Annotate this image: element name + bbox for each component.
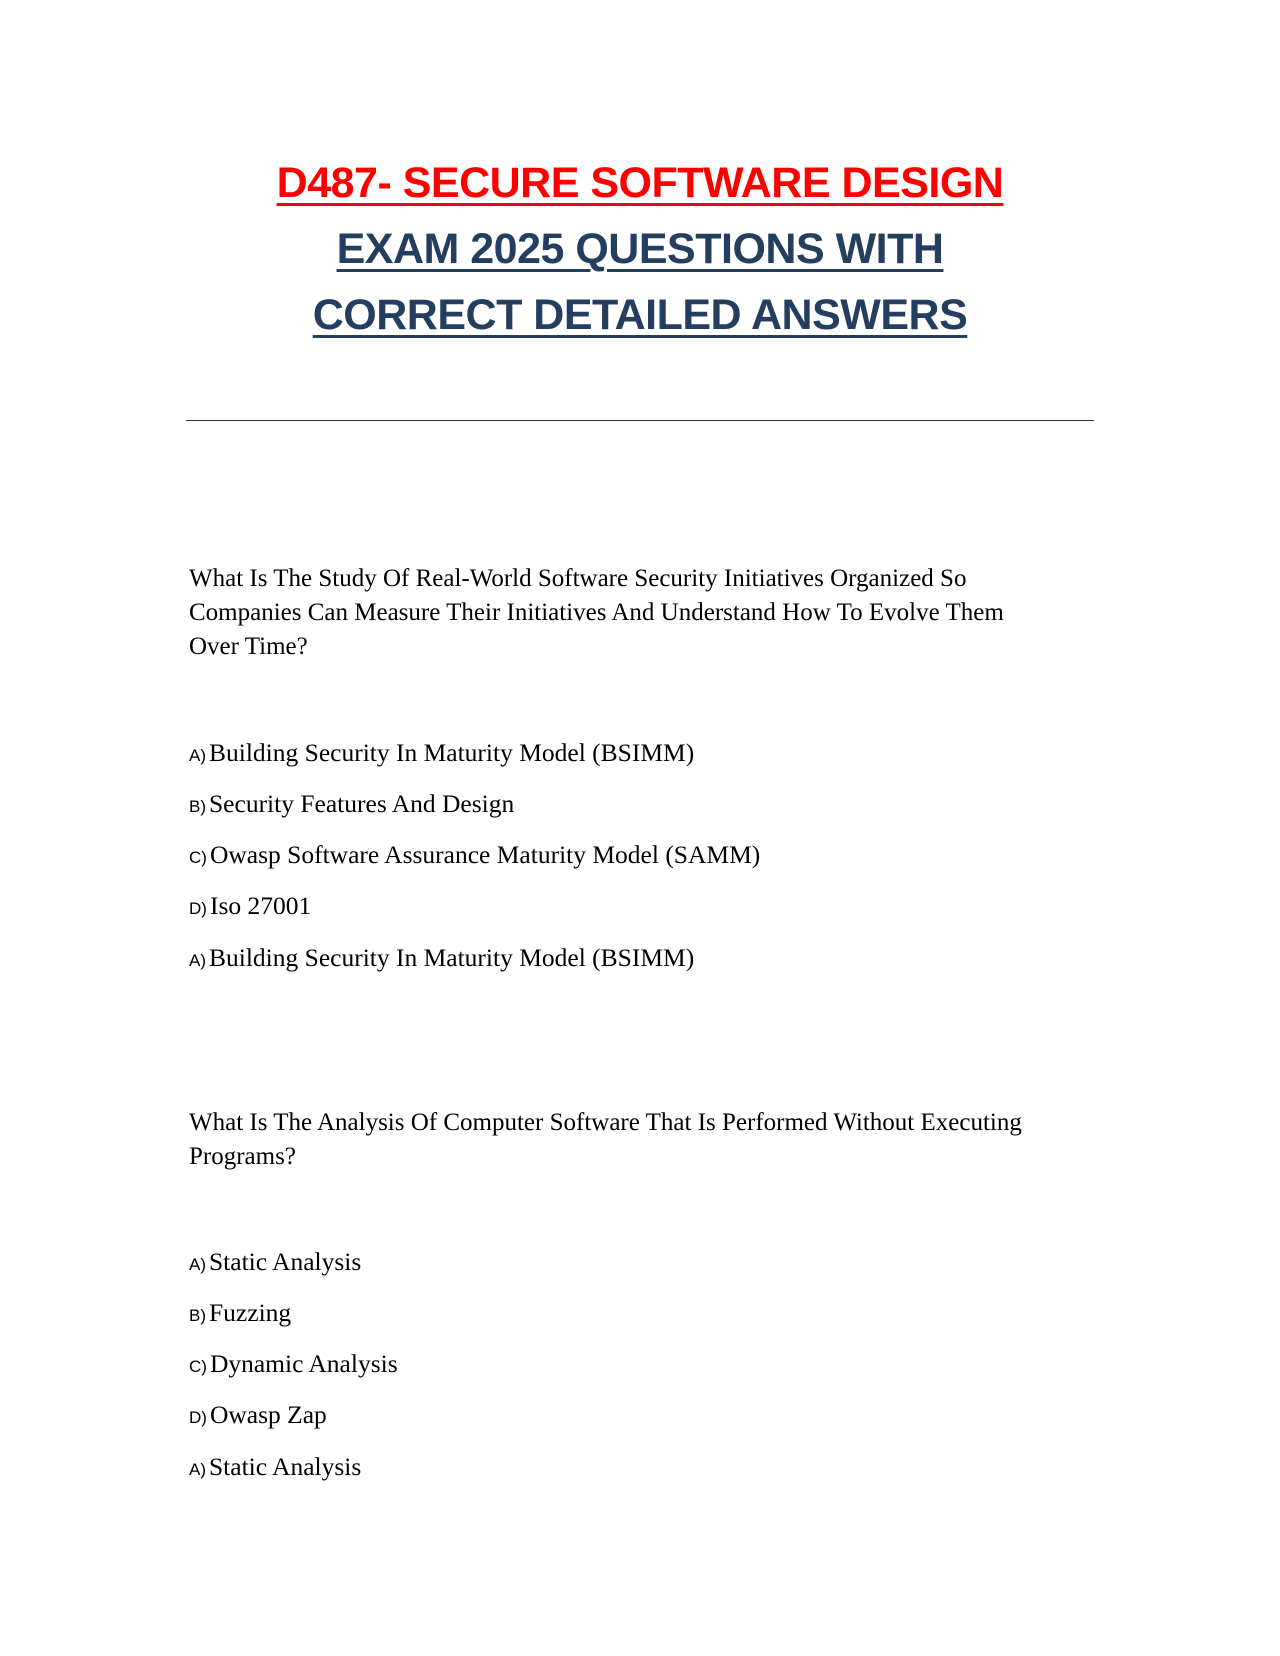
question-1-option-d [189,891,311,921]
answer-letter: A) [189,1460,206,1479]
option-text: Iso 27001 [209,891,312,920]
title-line-2-text: EXAM 2025 QUESTIONS WITH [336,225,944,273]
question-1-option-a [189,738,694,768]
question-2-option-b [189,1298,291,1328]
question-1-option-b [189,789,514,819]
title-line-3 [0,282,1280,348]
question-2-option-a [189,1247,361,1277]
question-1-answer [189,943,694,973]
option-letter: C) [189,848,207,867]
option-letter: A) [189,1255,206,1274]
question-1-text: What Is The Study Of Real-World Software Security Initiatives Organized So Companies Can Measure Their Initiatives And Understand How To Evolve Them Over Time? [189,565,1004,660]
option-text: Owasp Software Assurance Maturity Model (SAMM) [209,840,761,869]
question-2-text: What Is The Analysis Of Computer Software That Is Performed Without Executing Programs? [189,1109,1022,1170]
document-title [0,150,1280,348]
answer-text: Static Analysis [209,1452,362,1481]
option-letter: B) [189,1306,206,1325]
option-text: Fuzzing [209,1298,292,1327]
option-letter: D) [189,899,207,918]
option-text: Security Features And Design [209,789,515,818]
answer-text: Building Security In Maturity Model (BSIMM) [209,943,695,972]
title-line-1-text: D487- SECURE SOFTWARE DESIGN [276,159,1004,207]
question-2-option-c [189,1349,398,1379]
question-1-option-c [189,840,760,870]
option-letter: A) [189,746,206,765]
question-2-option-d [189,1400,327,1430]
answer-letter: A) [189,951,206,970]
horizontal-divider [186,420,1094,421]
title-line-2 [0,216,1280,282]
title-line-3-text: CORRECT DETAILED ANSWERS [312,291,968,339]
option-text: Building Security In Maturity Model (BSIMM) [209,738,695,767]
option-letter: C) [189,1357,207,1376]
question-2-answer [189,1452,361,1482]
option-letter: B) [189,797,206,816]
option-text: Static Analysis [209,1247,362,1276]
option-text: Dynamic Analysis [209,1349,398,1378]
option-letter: D) [189,1408,207,1427]
option-text: Owasp Zap [209,1400,327,1429]
title-line-1 [0,150,1280,216]
